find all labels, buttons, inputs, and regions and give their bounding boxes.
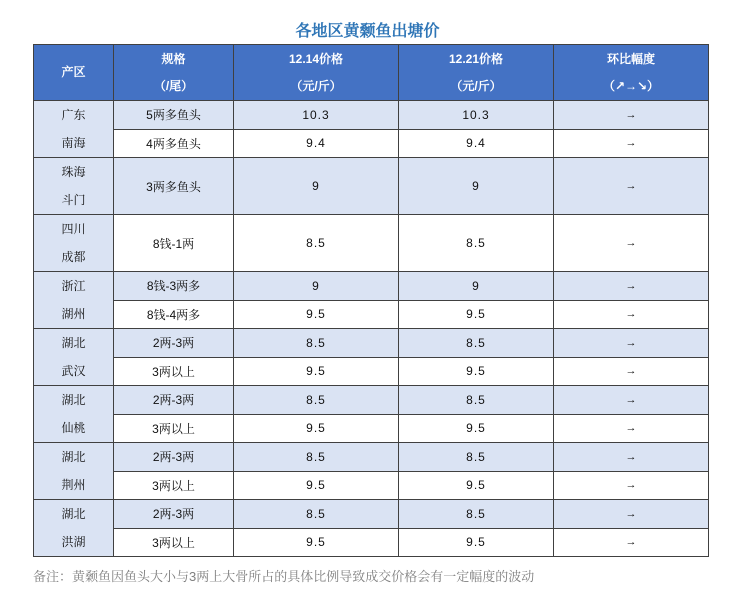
region-cell (34, 386, 114, 443)
price-1214-cell: 9 (234, 158, 399, 215)
region-name-line: 斗门 (61, 193, 86, 207)
price-1221-cell: 8.5 (399, 386, 554, 415)
table-row (34, 129, 709, 158)
change-arrow-cell: → (554, 471, 709, 500)
spec-cell: 3两以上 (114, 357, 234, 386)
price-1214-cell: 9 (234, 272, 399, 301)
price-1214-cell: 8.5 (234, 215, 399, 272)
region-name-line: 浙江 (61, 279, 86, 293)
region-cell (34, 443, 114, 500)
change-arrow-cell: → (554, 357, 709, 386)
price-table (33, 44, 709, 557)
price-1221-cell: 9.5 (399, 300, 554, 329)
header-spec-label: 规格 (161, 51, 186, 66)
region-name-line: 湖北 (61, 336, 86, 350)
table-row (34, 215, 709, 272)
change-arrow-cell: → (554, 300, 709, 329)
change-arrow-cell: → (554, 158, 709, 215)
price-1221-cell: 10.3 (399, 101, 554, 130)
region-cell (34, 158, 114, 215)
table-row (34, 357, 709, 386)
table-row (34, 471, 709, 500)
price-1221-cell: 9 (399, 158, 554, 215)
region-name-line: 荆州 (61, 478, 86, 492)
price-1221-cell: 8.5 (399, 443, 554, 472)
price-1214-cell: 9.5 (234, 471, 399, 500)
table-row (34, 500, 709, 529)
change-arrow-cell: → (554, 386, 709, 415)
header-price-1214-unit: （元/斤） (290, 78, 342, 93)
change-arrow-cell: → (554, 500, 709, 529)
region-name-line: 南海 (61, 136, 86, 150)
header-price-1214 (234, 45, 399, 101)
spec-cell: 8钱-4两多 (114, 300, 234, 329)
price-1221-cell: 8.5 (399, 215, 554, 272)
change-arrow-cell: → (554, 443, 709, 472)
price-1214-cell: 9.5 (234, 414, 399, 443)
spec-cell: 3两以上 (114, 414, 234, 443)
region-name-line: 湖北 (61, 450, 86, 464)
region-cell (34, 101, 114, 158)
table-row (34, 329, 709, 358)
region-name-line: 武汉 (61, 364, 86, 378)
region-name-line: 广东 (61, 108, 86, 122)
price-1214-cell: 9.5 (234, 528, 399, 557)
change-arrow-cell: → (554, 215, 709, 272)
spec-cell: 5两多鱼头 (114, 101, 234, 130)
change-arrow-cell: → (554, 329, 709, 358)
header-price-1214-label: 12.14价格 (288, 51, 344, 66)
price-1214-cell: 10.3 (234, 101, 399, 130)
region-name-line: 仙桃 (61, 421, 86, 435)
header-price-1221-label: 12.21价格 (448, 51, 504, 66)
price-1221-cell: 9.4 (399, 129, 554, 158)
header-change-label: 环比幅度 (606, 51, 655, 66)
region-cell (34, 329, 114, 386)
header-region-label: 产区 (61, 65, 86, 79)
header-price-1221 (399, 45, 554, 101)
change-arrow-cell: → (554, 129, 709, 158)
spec-cell: 2两-3两 (114, 443, 234, 472)
footnote: 备注：黄颡鱼因鱼头大小与3两上大骨所占的具体比例导致成交价格会有一定幅度的波动 (33, 569, 535, 584)
header-price-1221-unit: （元/斤） (450, 78, 502, 93)
region-cell (34, 500, 114, 557)
header-change-legend: （↗→↘） (602, 78, 660, 93)
table-row (34, 300, 709, 329)
region-name-line: 湖北 (61, 393, 86, 407)
header-change (554, 45, 709, 101)
header-spec (114, 45, 234, 101)
price-1221-cell: 8.5 (399, 500, 554, 529)
spec-cell: 4两多鱼头 (114, 129, 234, 158)
table-header-row (34, 45, 709, 101)
change-arrow-cell: → (554, 101, 709, 130)
region-name-line: 湖北 (61, 507, 86, 521)
price-1214-cell: 8.5 (234, 443, 399, 472)
region-name-line: 湖州 (61, 307, 86, 321)
price-1214-cell: 8.5 (234, 386, 399, 415)
header-region (34, 45, 114, 101)
price-1221-cell: 9.5 (399, 357, 554, 386)
price-1221-cell: 9.5 (399, 528, 554, 557)
table-row (34, 272, 709, 301)
table-row (34, 158, 709, 215)
spec-cell: 2两-3两 (114, 386, 234, 415)
table-row (34, 101, 709, 130)
spec-cell: 8钱-3两多 (114, 272, 234, 301)
table-body (34, 101, 709, 557)
change-arrow-cell: → (554, 272, 709, 301)
chart-title: 各地区黄颡鱼出塘价 (295, 23, 440, 40)
change-arrow-cell: → (554, 528, 709, 557)
table-row (34, 414, 709, 443)
region-cell (34, 215, 114, 272)
price-1214-cell: 9.4 (234, 129, 399, 158)
header-spec-unit: （/尾） (153, 78, 194, 93)
spec-cell: 2两-3两 (114, 500, 234, 529)
price-1214-cell: 8.5 (234, 500, 399, 529)
price-1221-cell: 9.5 (399, 414, 554, 443)
spec-cell: 3两多鱼头 (114, 158, 234, 215)
region-name-line: 洪湖 (61, 535, 86, 549)
price-1214-cell: 9.5 (234, 357, 399, 386)
price-1214-cell: 8.5 (234, 329, 399, 358)
table-row (34, 386, 709, 415)
region-name-line: 四川 (61, 222, 86, 236)
price-1221-cell: 9 (399, 272, 554, 301)
table-row (34, 528, 709, 557)
region-name-line: 珠海 (61, 165, 86, 179)
spec-cell: 8钱-1两 (114, 215, 234, 272)
region-name-line: 成都 (61, 250, 86, 264)
price-1221-cell: 9.5 (399, 471, 554, 500)
spec-cell: 2两-3两 (114, 329, 234, 358)
table-row (34, 443, 709, 472)
price-1214-cell: 9.5 (234, 300, 399, 329)
change-arrow-cell: → (554, 414, 709, 443)
spec-cell: 3两以上 (114, 528, 234, 557)
spec-cell: 3两以上 (114, 471, 234, 500)
price-1221-cell: 8.5 (399, 329, 554, 358)
region-cell (34, 272, 114, 329)
